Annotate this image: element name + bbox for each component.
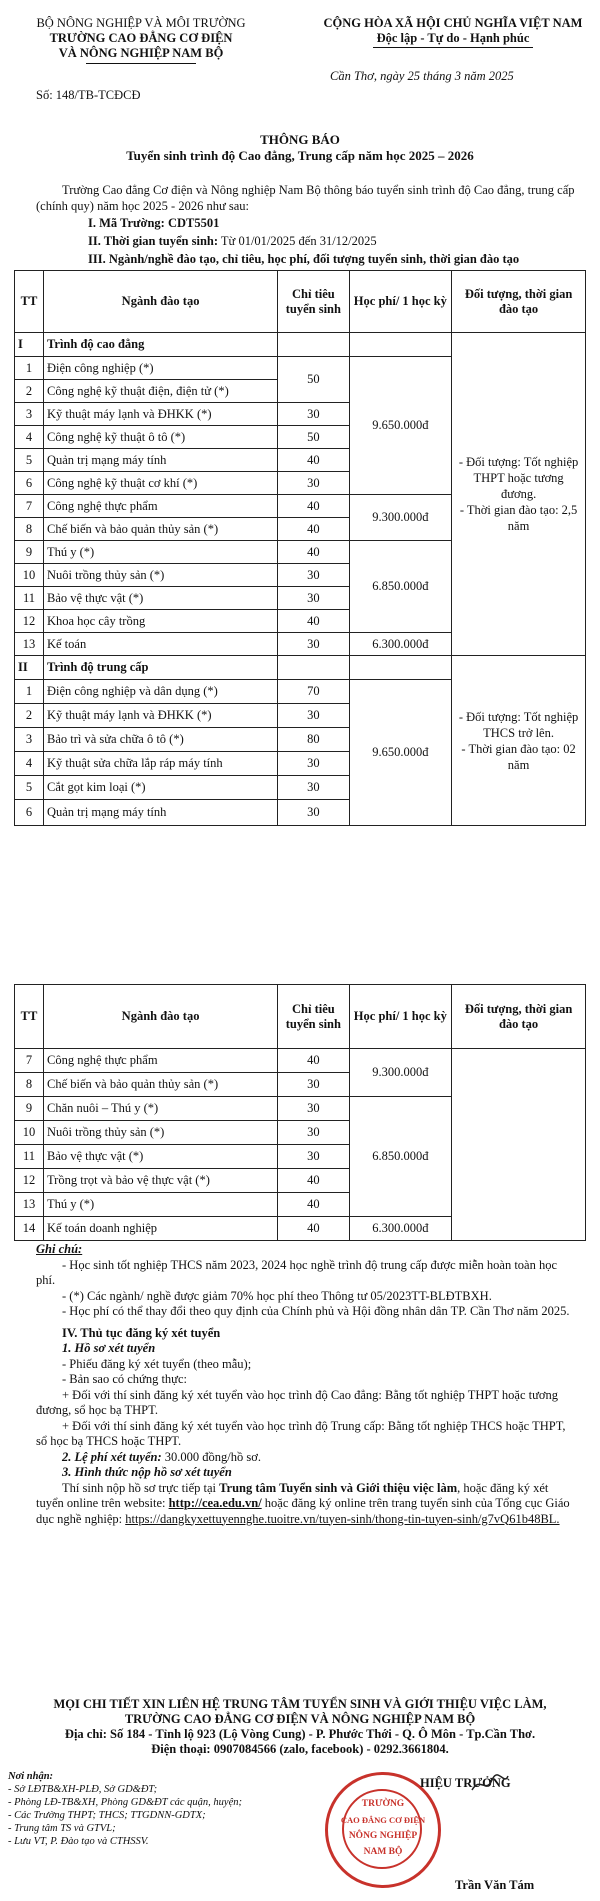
col-header-quota: Chỉ tiêu tuyển sinh <box>278 271 349 333</box>
row-tt: 4 <box>15 426 44 449</box>
row-tt: 3 <box>15 728 44 752</box>
seal-text: NAM BỘ <box>363 1847 403 1857</box>
row-tt: 8 <box>15 1073 44 1097</box>
national-motto: Độc lập - Tự do - Hạnh phúc <box>376 31 530 45</box>
notes-heading: Ghi chú: <box>36 1242 83 1256</box>
row-tt: 1 <box>15 357 44 380</box>
row-quota: 30 <box>278 587 349 610</box>
recipient-item: - Phòng LĐ-TB&XH, Phòng GD&ĐT các quận, huyện; <box>8 1797 242 1808</box>
row-tt: 2 <box>15 704 44 728</box>
row-quota: 50 <box>278 357 349 403</box>
table-header-row <box>15 271 586 333</box>
submission-text: Thí sinh nộp hồ sơ trực tiếp tại <box>62 1480 216 1495</box>
contact-block <box>0 1697 600 1757</box>
row-quota: 70 <box>278 680 349 704</box>
registration-link[interactable]: https://dangkyxettuyennghe.tuoitre.vn/tuyen-sinh/thong-tin-tuyen-sinh/g7vQ61b48BL. <box>125 1511 560 1526</box>
school-code-line <box>88 216 219 231</box>
submission-text: , hoặc đăng ký xét tuyển online trên website: <box>36 1480 549 1510</box>
row-major: Nuôi trồng thủy sản (*) <box>43 564 277 587</box>
admission-period-value: Từ 01/01/2025 đến 31/12/2025 <box>220 234 377 248</box>
row-fee: 6.850.000đ <box>349 1097 452 1217</box>
country-name: CỘNG HÒA XÃ HỘI CHỦ NGHĨA VIỆT NAM <box>323 16 583 30</box>
submission-paragraph <box>36 1481 576 1528</box>
col-header-quota: Chỉ tiêu tuyển sinh <box>278 985 349 1049</box>
row-tt: 10 <box>15 564 44 587</box>
row-quota: 40 <box>278 1169 349 1193</box>
row-tt: 11 <box>15 1145 44 1169</box>
section-name: Trình độ trung cấp <box>43 656 277 680</box>
row-quota: 30 <box>278 1145 349 1169</box>
admission-table-part2 <box>14 984 586 1241</box>
row-fee: 6.850.000đ <box>349 541 452 633</box>
subsection-1-heading: 1. Hồ sơ xét tuyển <box>62 1341 156 1355</box>
row-tt: 12 <box>15 1169 44 1193</box>
admission-period-line <box>88 234 377 249</box>
row-quota: 30 <box>278 752 349 776</box>
row-quota: 40 <box>278 449 349 472</box>
row-quota: 50 <box>278 426 349 449</box>
row-tt: 13 <box>15 633 44 656</box>
row-major: Công nghệ thực phẩm <box>43 495 277 518</box>
row-major: Bảo vệ thực vật (*) <box>43 1145 277 1169</box>
admission-period-label: II. Thời gian tuyển sinh: <box>88 234 219 248</box>
row-quota: 30 <box>278 633 349 656</box>
motto-underline <box>373 47 533 48</box>
note-3: - Học phí có thể thay đổi theo quy định của Chính phủ và Hội đồng nhân dân TP. Cần Thơ năm 2025. <box>62 1304 570 1318</box>
col-header-target: Đối tượng, thời gian đào tạo <box>452 271 586 333</box>
row-tt: 6 <box>15 800 44 826</box>
table-header-row <box>15 985 586 1049</box>
recipients-heading: Nơi nhận: <box>8 1771 54 1782</box>
fee-label: 2. Lệ phí xét tuyển: <box>62 1449 162 1464</box>
row-major: Quản trị mạng máy tính <box>43 449 277 472</box>
school-name-line1: TRƯỜNG CAO ĐẲNG CƠ ĐIỆN <box>49 31 233 45</box>
college-duration-line: - Thời gian đào tạo: 2,5 năm <box>459 503 578 533</box>
row-fee: 9.650.000đ <box>349 357 452 495</box>
row-quota: 30 <box>278 1073 349 1097</box>
col-header-fee: Học phí/ 1 học kỳ <box>349 271 452 333</box>
col-header-target: Đối tượng, thời gian đào tạo <box>452 985 586 1049</box>
notes-section <box>36 1242 576 1527</box>
school-name-line2: VÀ NÔNG NGHIỆP NAM BỘ <box>58 46 224 60</box>
row-fee: 9.300.000đ <box>349 495 452 541</box>
contact-line-1: MỌI CHI TIẾT XIN LIÊN HỆ TRUNG TÂM TUYỂN SINH VÀ GIỚI THIỆU VIỆC LÀM, <box>53 1697 547 1711</box>
row-major: Kỹ thuật máy lạnh và ĐHKK (*) <box>43 704 277 728</box>
row-major: Công nghệ thực phẩm <box>43 1049 277 1073</box>
issuer-underline <box>86 63 196 64</box>
row-quota: 30 <box>278 776 349 800</box>
row-tt: 5 <box>15 776 44 800</box>
row-quota: 40 <box>278 1049 349 1073</box>
note-1: - Học sinh tốt nghiệp THCS năm 2023, 2024 học nghề trình độ trung cấp được miễn hoàn toàn học phí. <box>36 1257 558 1287</box>
row-tt: 1 <box>15 680 44 704</box>
admission-table-part1 <box>14 270 586 826</box>
seal-text: NÔNG NGHIỆP <box>348 1831 418 1841</box>
target-cell-empty <box>452 1049 586 1241</box>
row-quota: 40 <box>278 1193 349 1217</box>
contact-phone: Điện thoại: 0907084566 (zalo, facebook) - 0292.3661804. <box>151 1742 449 1756</box>
school-code-value: CDT5501 <box>167 216 220 230</box>
requirement-form: - Phiếu đăng ký xét tuyển (theo mẫu); <box>62 1356 252 1371</box>
row-quota: 30 <box>278 800 349 826</box>
section-row-intermediate <box>15 656 586 680</box>
issuer-block <box>6 16 276 64</box>
row-major: Trồng trọt và bảo vệ thực vật (*) <box>43 1169 277 1193</box>
place-date: Cần Thơ, ngày 25 tháng 3 năm 2025 <box>330 69 514 83</box>
row-major: Chế biến và bảo quản thủy sản (*) <box>43 518 277 541</box>
contact-line-2: TRƯỜNG CAO ĐẲNG CƠ ĐIỆN VÀ NÔNG NGHIỆP NAM BỘ <box>124 1712 476 1726</box>
row-major: Nuôi trồng thủy sản (*) <box>43 1121 277 1145</box>
section-iii-heading: III. Ngành/nghề đào tạo, chỉ tiêu, học phí, đối tượng tuyển sinh, thời gian đào tạo <box>88 252 520 266</box>
section-iv-heading: IV. Thủ tục đăng ký xét tuyển <box>62 1325 221 1340</box>
intermediate-target-cell <box>452 656 586 826</box>
row-major: Thú y (*) <box>43 1193 277 1217</box>
row-quota: 80 <box>278 728 349 752</box>
school-code-label: I. Mã Trường: <box>88 216 165 230</box>
seal-text: CAO ĐẲNG CƠ ĐIỆN <box>340 1815 426 1825</box>
row-quota: 40 <box>278 518 349 541</box>
ministry-name: BỘ NÔNG NGHIỆP VÀ MÔI TRƯỜNG <box>36 16 246 30</box>
recipient-item: - Lưu VT, P. Đào tạo và CTHSSV. <box>8 1836 149 1847</box>
subsection-3-heading: 3. Hình thức nộp hồ sơ xét tuyển <box>62 1465 232 1479</box>
row-tt: 6 <box>15 472 44 495</box>
signature-scribble-icon <box>470 1772 510 1796</box>
section-number: II <box>15 656 44 680</box>
row-quota: 40 <box>278 495 349 518</box>
row-major: Kỹ thuật sửa chữa lắp ráp máy tính <box>43 752 277 776</box>
row-fee: 6.300.000đ <box>349 633 452 656</box>
row-tt: 7 <box>15 495 44 518</box>
college-target-cell <box>452 333 586 656</box>
row-tt: 14 <box>15 1217 44 1241</box>
row-major: Công nghệ kỹ thuật cơ khí (*) <box>43 472 277 495</box>
row-major: Thú y (*) <box>43 541 277 564</box>
row-quota: 40 <box>278 610 349 633</box>
row-quota: 30 <box>278 472 349 495</box>
table-row <box>15 1049 586 1073</box>
requirement-intermediate: + Đối với thí sinh đăng ký xét tuyển vào học trình độ Trung cấp: Bằng tốt nghiệp THCS hoặc THPT, sổ học bạ THCS hoặc THPT. <box>36 1418 566 1448</box>
title-subtitle: Tuyển sinh trình độ Cao đẳng, Trung cấp năm học 2025 – 2026 <box>126 148 474 163</box>
row-tt: 5 <box>15 449 44 472</box>
row-major: Chăn nuôi – Thú y (*) <box>43 1097 277 1121</box>
section-number: I <box>15 333 44 357</box>
row-major: Cắt gọt kim loại (*) <box>43 776 277 800</box>
col-header-major: Ngành đào tạo <box>43 271 277 333</box>
requirement-copies: - Bản sao có chứng thực: <box>62 1372 187 1386</box>
recipient-item: - Sở LĐTB&XH-PLĐ, Sở GD&ĐT; <box>8 1784 158 1795</box>
requirement-college: + Đối với thí sinh đăng ký xét tuyển vào học trình độ Cao đẳng: Bằng tốt nghiệp THPT hoặc tương đương, sổ học bạ THPT. <box>36 1387 558 1417</box>
signer-title: HIỆU TRƯỞNG <box>420 1776 511 1790</box>
submission-center: Trung tâm Tuyển sinh và Giới thiệu việc làm <box>219 1480 458 1495</box>
row-tt: 10 <box>15 1121 44 1145</box>
row-major: Điện công nghiệp và dân dụng (*) <box>43 680 277 704</box>
row-tt: 2 <box>15 380 44 403</box>
row-tt: 11 <box>15 587 44 610</box>
section-row-college <box>15 333 586 357</box>
row-tt: 4 <box>15 752 44 776</box>
recipient-item: - Các Trường THPT; THCS; TTGDNN-GDTX; <box>8 1810 206 1821</box>
intermediate-target-line: - Đối tượng: Tốt nghiệp THCS trở lên. <box>458 709 579 740</box>
row-major: Điện công nghiệp (*) <box>43 357 277 380</box>
recipients-block <box>8 1770 242 1848</box>
row-tt: 12 <box>15 610 44 633</box>
row-quota: 30 <box>278 1121 349 1145</box>
row-tt: 7 <box>15 1049 44 1073</box>
submission-text: hoặc đăng ký online trên trang tuyển sinh của Tổng cục Giáo dục nghề nghiệp: <box>36 1496 570 1526</box>
note-2: - (*) Các ngành/ nghề được giảm 70% học phí theo Thông tư 05/2023TT-BLĐTBXH. <box>62 1288 492 1303</box>
row-major: Công nghệ kỹ thuật ô tô (*) <box>43 426 277 449</box>
row-major: Kỹ thuật máy lạnh và ĐHKK (*) <box>43 403 277 426</box>
row-major: Bảo vệ thực vật (*) <box>43 587 277 610</box>
seal-text: TRƯỜNG <box>361 1799 405 1809</box>
row-fee: 9.650.000đ <box>349 680 452 826</box>
row-major: Khoa học cây trồng <box>43 610 277 633</box>
row-tt: 3 <box>15 403 44 426</box>
signer-name: Trần Văn Tám <box>455 1878 535 1892</box>
row-quota: 30 <box>278 564 349 587</box>
row-tt: 8 <box>15 518 44 541</box>
college-target-line: - Đối tượng: Tốt nghiệp THPT hoặc tương đương. <box>458 455 579 501</box>
row-quota: 40 <box>278 1217 349 1241</box>
col-header-tt: TT <box>15 271 44 333</box>
row-major: Bảo trì và sửa chữa ô tô (*) <box>43 728 277 752</box>
row-quota: 30 <box>278 1097 349 1121</box>
col-header-major: Ngành đào tạo <box>43 985 277 1049</box>
intro-paragraph: Trường Cao đẳng Cơ điện và Nông nghiệp Nam Bộ thông báo tuyển sinh trình độ Cao đẳng, trung cấp (chính quy) năm học 2025 - 2026 như sau: <box>36 183 575 213</box>
recipient-item: - Trung tâm TS và GTVL; <box>8 1823 116 1834</box>
row-quota: 30 <box>278 704 349 728</box>
row-fee: 9.300.000đ <box>349 1049 452 1097</box>
row-major: Quản trị mạng máy tính <box>43 800 277 826</box>
col-header-fee: Học phí/ 1 học kỳ <box>349 985 452 1049</box>
row-major: Công nghệ kỹ thuật điện, điện tử (*) <box>43 380 277 403</box>
row-tt: 13 <box>15 1193 44 1217</box>
document-number: Số: 148/TB-TCĐCĐ <box>36 88 141 102</box>
document-title <box>0 132 600 164</box>
row-major: Chế biến và bảo quản thủy sản (*) <box>43 1073 277 1097</box>
row-tt: 9 <box>15 541 44 564</box>
website-link[interactable]: http://cea.edu.vn/ <box>168 1496 262 1510</box>
row-quota: 40 <box>278 541 349 564</box>
row-major: Kế toán <box>43 633 277 656</box>
row-fee: 6.300.000đ <box>349 1217 452 1241</box>
row-tt: 9 <box>15 1097 44 1121</box>
national-header <box>308 16 598 48</box>
row-major: Kế toán doanh nghiệp <box>43 1217 277 1241</box>
section-name: Trình độ cao đẳng <box>43 333 277 357</box>
title-main: THÔNG BÁO <box>260 132 340 147</box>
contact-address: Địa chỉ: Số 184 - Tỉnh lộ 923 (Lộ Vòng Cung) - P. Phước Thới - Q. Ô Môn - Tp.Cần Thơ. <box>64 1727 536 1741</box>
row-quota: 30 <box>278 403 349 426</box>
intermediate-duration-line: - Thời gian đào tạo: 02 năm <box>461 741 576 772</box>
col-header-tt: TT <box>15 985 44 1049</box>
fee-value: 30.000 đồng/hồ sơ. <box>164 1449 261 1464</box>
